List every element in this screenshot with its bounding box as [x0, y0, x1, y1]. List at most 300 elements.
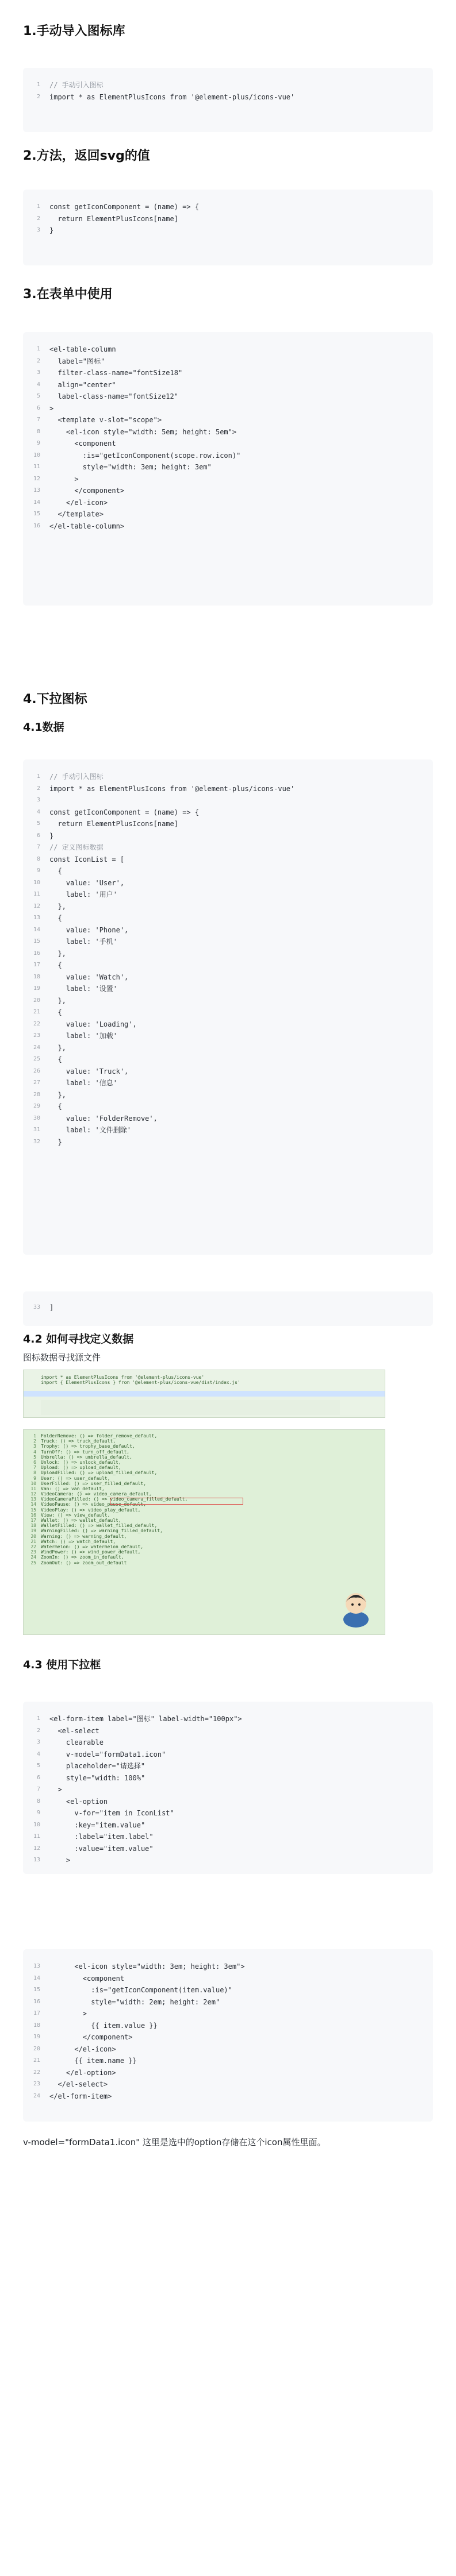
code-text: >	[49, 1786, 62, 1794]
code-text: {	[49, 961, 62, 969]
line-number: 3	[36, 227, 40, 233]
code-text: style="width: 3em; height: 3em"	[49, 463, 212, 471]
line-number: 21	[33, 2057, 40, 2064]
code-line	[23, 225, 433, 237]
code-line	[23, 995, 433, 1007]
vmodel-note: v-model="formData1.icon" 这里是选中的option存储在这个icon属性里面。	[23, 2137, 326, 2147]
code-line	[23, 485, 433, 497]
line-number: 6	[36, 404, 40, 411]
screenshot-line	[24, 1555, 385, 1560]
code-text: label: '用户'	[49, 890, 117, 898]
code-line	[23, 213, 433, 225]
screenshot-line-text: import * as ElementPlusIcons from '@element-plus/icons-vue'	[41, 1375, 205, 1380]
heading-data: 4.1数据	[23, 721, 64, 734]
line-number: 23	[33, 1032, 40, 1039]
screenshot-line-number: 3	[33, 1444, 36, 1449]
code-line	[23, 959, 433, 971]
line-number: 19	[33, 2034, 40, 2040]
screenshot-line-text: VideoCamera: () => video_camera_default,	[41, 1491, 152, 1497]
code-line	[23, 1784, 433, 1796]
code-text: >	[49, 1856, 71, 1864]
code-line	[23, 807, 433, 819]
code-line	[23, 2067, 433, 2079]
code-line	[23, 865, 433, 877]
code-block-method	[23, 190, 433, 265]
code-text: :label="item.label"	[49, 1833, 154, 1841]
line-number: 17	[33, 962, 40, 968]
code-text: filter-class-name="fontSize18"	[49, 369, 183, 377]
line-number: 22	[33, 1020, 40, 1027]
code-text: import * as ElementPlusIcons from '@element-plus/icons-vue'	[49, 92, 295, 101]
code-block-import	[23, 68, 433, 132]
code-line	[23, 1101, 433, 1113]
line-number: 5	[36, 820, 40, 827]
code-line	[23, 520, 433, 533]
code-line	[23, 2078, 433, 2091]
code-line	[23, 391, 433, 403]
code-line	[23, 1807, 433, 1819]
screenshot-line-number: 17	[30, 1518, 36, 1523]
code-line	[23, 842, 433, 854]
code-block-form-select	[23, 1702, 433, 1874]
line-number: 2	[36, 357, 40, 364]
code-line	[23, 912, 433, 924]
code-text: // 手动引入图标	[49, 773, 104, 781]
code-text: >	[49, 475, 79, 483]
mascot-icon	[339, 1587, 373, 1629]
screenshot-line-text: WindPower: () => wind_power_default,	[41, 1549, 141, 1555]
screenshot-line-text: TurnOff: () => turn_off_default,	[41, 1449, 130, 1455]
code-text: </el-table-column>	[49, 522, 125, 530]
screenshot-line-text: Trophy: () => trophy_base_default,	[41, 1444, 135, 1449]
screenshot-line	[24, 1560, 385, 1565]
code-line	[23, 426, 433, 438]
code-line	[23, 91, 433, 103]
screenshot-line	[24, 1518, 385, 1523]
screenshot-line	[24, 1380, 385, 1385]
code-line	[23, 1113, 433, 1125]
line-number: 2	[36, 215, 40, 222]
screenshot-line	[24, 1539, 385, 1544]
line-number: 12	[33, 903, 40, 909]
code-text: </el-icon>	[49, 2045, 116, 2053]
heading-use-dropdown: 4.3 使用下拉框	[23, 1659, 101, 1671]
line-number: 21	[33, 1009, 40, 1015]
line-number: 11	[33, 891, 40, 897]
code-line	[23, 2055, 433, 2067]
line-number: 5	[36, 393, 40, 399]
code-line	[23, 1961, 433, 1973]
line-number: 11	[33, 1833, 40, 1840]
line-number: 10	[33, 1821, 40, 1828]
code-text: <component	[49, 1974, 125, 1983]
code-line	[23, 1019, 433, 1031]
screenshot-line-number: 8	[33, 1470, 36, 1476]
code-line	[23, 2091, 433, 2103]
line-number: 18	[33, 2022, 40, 2029]
screenshot-annotation-box	[110, 1498, 243, 1505]
code-text: label: '文件删除'	[49, 1126, 131, 1134]
code-text: }	[49, 1137, 62, 1146]
code-line	[23, 1796, 433, 1808]
code-text: v-model="formData1.icon"	[49, 1750, 166, 1759]
screenshot-line	[24, 1549, 385, 1555]
line-number: 19	[33, 985, 40, 992]
code-line	[23, 1737, 433, 1749]
screenshot-line-number: 1	[33, 1433, 36, 1439]
line-number: 14	[33, 499, 40, 506]
heading-dropdown-icons: 4.下拉图标	[23, 692, 87, 707]
code-text: <el-table-column	[49, 345, 116, 353]
code-block-table-column	[23, 332, 433, 606]
screenshot-line-number: 19	[30, 1528, 36, 1534]
code-line	[23, 403, 433, 415]
screenshot-line	[24, 1534, 385, 1539]
code-line	[23, 1831, 433, 1843]
screenshot-line-text: Truck: () => truck_default,	[41, 1439, 116, 1444]
screenshot-line-text: View: () => view_default,	[41, 1512, 110, 1518]
code-text: </template>	[49, 510, 104, 518]
line-number: 12	[33, 475, 40, 482]
screenshot-line-text: WarningFilled: () => warning_filled_default,	[41, 1528, 163, 1534]
code-text: align="center"	[49, 380, 116, 389]
code-block-form-option	[23, 1949, 433, 2122]
line-number: 15	[33, 938, 40, 944]
code-text: value: 'Phone',	[49, 925, 129, 934]
code-line	[23, 889, 433, 901]
screenshot-line	[24, 1486, 385, 1491]
code-text: >	[49, 404, 54, 412]
screenshot-line-text: VideoPause: () => video_pause_default,	[41, 1502, 147, 1507]
code-line	[23, 1124, 433, 1136]
screenshot-line-text: ZoomIn: () => zoom_in_default,	[41, 1555, 124, 1560]
code-line	[23, 948, 433, 960]
code-text: ]	[49, 1304, 54, 1312]
line-number: 28	[33, 1091, 40, 1098]
heading-find-data: 4.2 如何寻找定义数据	[23, 1333, 134, 1345]
screenshot-line-text: Upload: () => upload_default,	[41, 1465, 121, 1471]
screenshot-line	[24, 1528, 385, 1533]
heading-method: 2.方法，返回svg的值	[23, 149, 150, 163]
screenshot-line	[24, 1544, 385, 1549]
code-line	[23, 79, 433, 91]
line-number: 1	[36, 1715, 40, 1722]
line-number: 9	[36, 867, 40, 874]
code-text: import * as ElementPlusIcons from '@element-plus/icons-vue'	[49, 784, 295, 793]
line-number: 23	[33, 2081, 40, 2087]
code-text: style="width: 2em; height: 2em"	[49, 1997, 220, 2006]
screenshot-line-text: Van: () => van_default,	[41, 1486, 105, 1491]
screenshot-line-number: 20	[30, 1533, 36, 1539]
screenshot-line	[24, 1491, 385, 1497]
code-line	[23, 1843, 433, 1855]
line-number: 30	[33, 1115, 40, 1121]
code-text: </el-icon>	[49, 498, 108, 507]
screenshot-line-number	[24, 1375, 41, 1380]
code-line	[23, 201, 433, 213]
line-number: 10	[33, 879, 40, 886]
code-text: </el-option>	[49, 2068, 116, 2077]
line-number: 8	[36, 1798, 40, 1804]
code-text: </el-form-item>	[49, 2092, 112, 2100]
line-number: 24	[33, 1044, 40, 1051]
code-line	[23, 830, 433, 842]
screenshot-line-number: 9	[33, 1475, 36, 1481]
screenshot-line-text: Warning: () => warning_default,	[41, 1533, 127, 1539]
code-text: value: 'Truck',	[49, 1067, 129, 1075]
screenshot-line	[24, 1465, 385, 1470]
line-number: 6	[36, 832, 40, 839]
code-text: return ElementPlusIcons[name]	[49, 214, 178, 223]
screenshot-line	[24, 1460, 385, 1465]
screenshot-line	[24, 1523, 385, 1528]
line-number: 16	[33, 1998, 40, 2005]
line-number: 9	[36, 440, 40, 446]
code-text: },	[49, 1043, 66, 1052]
code-block-icon-data-end	[23, 1291, 433, 1326]
code-text: const IconList = [	[49, 855, 125, 863]
screenshot-line-number: 18	[30, 1523, 36, 1529]
screenshot-line-number: 15	[30, 1507, 36, 1513]
code-line	[23, 1854, 433, 1867]
screenshot-line-number: 7	[33, 1465, 36, 1471]
code-text: return ElementPlusIcons[name]	[49, 820, 178, 828]
code-text: </component>	[49, 487, 125, 495]
screenshot-line	[24, 1375, 385, 1380]
code-text: {	[49, 1102, 62, 1110]
code-text: label: '手机'	[49, 938, 117, 946]
line-number: 2	[36, 93, 40, 100]
line-number: 5	[36, 1763, 40, 1769]
line-number: 7	[36, 1786, 40, 1792]
code-text: </component>	[49, 2033, 133, 2041]
line-number: 8	[36, 428, 40, 435]
screenshot-line-text: UploadFilled: () => upload_filled_default,	[41, 1470, 158, 1476]
code-line	[23, 1749, 433, 1761]
line-number: 29	[33, 1103, 40, 1109]
code-line	[23, 936, 433, 948]
code-text: :key="item.value"	[49, 1821, 145, 1829]
screenshot-line-number: 4	[33, 1449, 36, 1455]
code-line	[23, 438, 433, 450]
line-number: 13	[33, 1857, 40, 1863]
heading-form-usage: 3.在表单中使用	[23, 287, 113, 302]
code-line	[23, 1819, 433, 1831]
code-text: },	[49, 996, 66, 1005]
code-line	[23, 1725, 433, 1737]
find-data-description: 图标数据寻找源文件	[23, 1352, 101, 1363]
screenshot-small-lines	[24, 1375, 385, 1385]
code-text: <component	[49, 439, 116, 448]
code-text: label="图标"	[49, 357, 105, 365]
code-line	[23, 971, 433, 984]
line-number: 32	[33, 1138, 40, 1145]
line-number: 3	[36, 369, 40, 376]
code-line	[23, 924, 433, 936]
code-line	[23, 1030, 433, 1042]
line-number: 25	[33, 1056, 40, 1062]
code-text: value: 'Watch',	[49, 973, 129, 981]
code-line	[23, 1760, 433, 1772]
line-number: 1	[36, 82, 40, 88]
code-text: // 手动引入图标	[49, 81, 104, 89]
line-number: 1	[36, 773, 40, 780]
code-line	[23, 1054, 433, 1066]
code-line	[23, 1007, 433, 1019]
heading-import-icons: 1.手动导入图标库	[23, 24, 125, 38]
code-line	[23, 450, 433, 462]
code-line	[23, 461, 433, 473]
code-line	[23, 854, 433, 866]
code-line	[23, 783, 433, 795]
screenshot-line	[24, 1513, 385, 1518]
line-number: 2	[36, 1727, 40, 1734]
screenshot-line-number: 12	[30, 1491, 36, 1497]
code-text: const getIconComponent = (name) => {	[49, 808, 200, 816]
screenshot-line	[24, 1455, 385, 1460]
code-line	[23, 1973, 433, 1985]
screenshot-line-number: 10	[30, 1480, 36, 1486]
screenshot-editor-body	[41, 1400, 340, 1415]
code-text: placeholder="请选择"	[49, 1762, 145, 1770]
code-line	[23, 508, 433, 520]
screenshot-line-number: 22	[30, 1544, 36, 1549]
screenshot-line-number: 6	[33, 1459, 36, 1465]
line-number: 4	[36, 808, 40, 815]
code-line	[23, 2043, 433, 2056]
code-text: label: '信息'	[49, 1079, 117, 1087]
line-number: 2	[36, 785, 40, 792]
code-line	[23, 1089, 433, 1101]
screenshot-line-number: 25	[30, 1560, 36, 1565]
line-number: 7	[36, 844, 40, 850]
screenshot-line-number: 2	[33, 1439, 36, 1444]
line-number: 22	[33, 2069, 40, 2076]
screenshot-line	[24, 1470, 385, 1475]
line-number: 8	[36, 855, 40, 862]
code-line	[23, 877, 433, 889]
line-number: 33	[33, 1304, 40, 1310]
line-number: 3	[36, 1739, 40, 1745]
line-number: 13	[33, 915, 40, 921]
code-text: >	[49, 2010, 87, 2018]
code-text: :is="getIconComponent(item.value)"	[49, 1986, 232, 1994]
code-text: // 定义图标数据	[49, 843, 104, 851]
line-number: 6	[36, 1774, 40, 1781]
code-line	[23, 2031, 433, 2043]
code-line	[23, 379, 433, 391]
line-number: 14	[33, 1975, 40, 1981]
code-text: <template v-slot="scope">	[49, 416, 162, 424]
code-line	[23, 344, 433, 356]
code-text: style="width: 100%"	[49, 1773, 145, 1782]
code-line	[23, 367, 433, 379]
line-number: 9	[36, 1810, 40, 1816]
source-file-screenshot-small	[23, 1370, 385, 1418]
line-number: 16	[33, 522, 40, 529]
screenshot-line-text: import { ElementPlusIcons } from '@element-plus/icons-vue/dist/index.js'	[41, 1380, 240, 1386]
code-line	[23, 771, 433, 783]
code-text: },	[49, 1090, 66, 1099]
line-number: 15	[33, 1987, 40, 1993]
screenshot-line-number	[24, 1380, 41, 1385]
screenshot-line-text: Umbrella: () => umbrella_default,	[41, 1454, 132, 1460]
screenshot-line-text: Watch: () => watch_default,	[41, 1538, 116, 1544]
code-line	[23, 1984, 433, 1996]
screenshot-line	[24, 1433, 385, 1439]
code-line	[23, 2008, 433, 2020]
screenshot-line-text: VideoPlay: () => video_play_default,	[41, 1507, 141, 1513]
code-line	[23, 1066, 433, 1078]
screenshot-line-text: UserFilled: () => user_filled_default,	[41, 1480, 147, 1486]
screenshot-line-number: 11	[30, 1486, 36, 1491]
line-number: 31	[33, 1127, 40, 1133]
screenshot-line	[24, 1507, 385, 1513]
screenshot-line	[24, 1481, 385, 1486]
code-text: },	[49, 949, 66, 958]
screenshot-line-number: 23	[30, 1549, 36, 1555]
code-text: label: '加载'	[49, 1032, 117, 1040]
line-number: 17	[33, 2010, 40, 2016]
code-text: :value="item.value"	[49, 1844, 154, 1853]
source-file-screenshot-large	[23, 1429, 385, 1635]
line-number: 16	[33, 950, 40, 957]
code-line	[23, 356, 433, 368]
code-text: {	[49, 1055, 62, 1063]
line-number: 15	[33, 511, 40, 517]
code-block-icon-data	[23, 759, 433, 1255]
line-number: 4	[36, 381, 40, 388]
code-line	[23, 1136, 433, 1148]
screenshot-highlight-row	[24, 1391, 385, 1397]
code-text: const getIconComponent = (name) => {	[49, 203, 200, 211]
code-line	[23, 473, 433, 485]
screenshot-line-number: 16	[30, 1512, 36, 1518]
line-number: 24	[33, 2092, 40, 2099]
code-text: {	[49, 914, 62, 922]
screenshot-line	[24, 1439, 385, 1444]
screenshot-line-number: 13	[30, 1497, 36, 1502]
screenshot-line-number: 24	[30, 1555, 36, 1560]
code-line	[23, 983, 433, 995]
code-line	[23, 1077, 433, 1089]
code-text: }	[49, 831, 54, 840]
line-number: 12	[33, 1845, 40, 1852]
code-line	[23, 1772, 433, 1784]
screenshot-line-text: FolderRemove: () => folder_remove_default,	[41, 1433, 158, 1439]
code-text: v-for="item in IconList"	[49, 1809, 174, 1817]
code-text: <el-select	[49, 1726, 99, 1735]
screenshot-line	[24, 1449, 385, 1455]
screenshot-line	[24, 1476, 385, 1481]
code-text: },	[49, 902, 66, 911]
code-text: {	[49, 867, 62, 875]
line-number: 20	[33, 2045, 40, 2052]
screenshot-line-number: 21	[30, 1538, 36, 1544]
screenshot-line-text: User: () => user_default,	[41, 1475, 110, 1481]
code-text: {	[49, 1008, 62, 1016]
code-text: <el-option	[49, 1797, 108, 1806]
line-number: 4	[36, 1750, 40, 1757]
code-text: label-class-name="fontSize12"	[49, 392, 178, 400]
code-line	[23, 497, 433, 509]
line-number: 11	[33, 464, 40, 470]
screenshot-line-number: 5	[33, 1454, 36, 1460]
screenshot-line-text: VideoCameraFilled: () => video_camera_filled_default,	[41, 1497, 188, 1502]
line-number: 27	[33, 1079, 40, 1086]
line-number: 10	[33, 452, 40, 458]
code-text: <el-icon style="width: 3em; height: 3em">	[49, 1962, 245, 1970]
